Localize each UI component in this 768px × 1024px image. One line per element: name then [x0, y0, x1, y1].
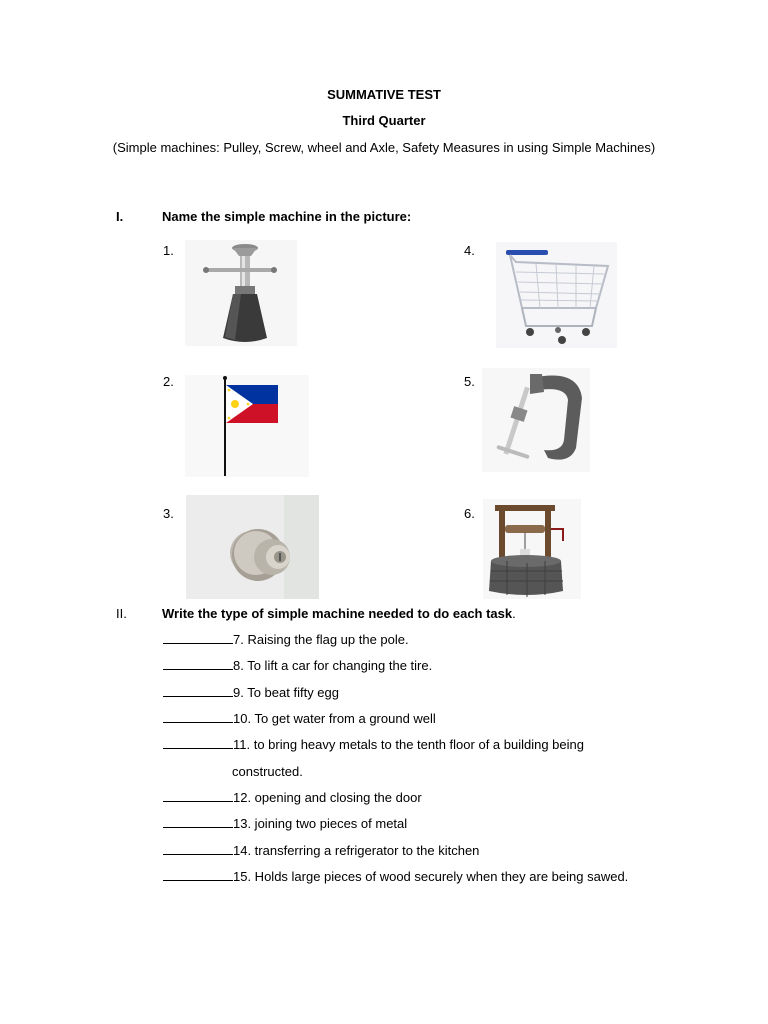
- task-text-10: 10. To get water from a ground well: [233, 711, 436, 726]
- shopping-cart-icon: [496, 242, 617, 348]
- answer-blank-10[interactable]: [163, 711, 233, 723]
- section-2-heading: Write the type of simple machine needed to do each task: [162, 606, 513, 621]
- task-text-7: 7. Raising the flag up the pole.: [233, 632, 409, 647]
- task-text-12: 12. opening and closing the door: [233, 790, 422, 805]
- item-number-1: 1.: [163, 243, 174, 258]
- test-title: SUMMATIVE TEST: [327, 87, 441, 102]
- item-number-6: 6.: [464, 506, 475, 521]
- task-text-11: 11. to bring heavy metals to the tenth floor of a building being: [233, 737, 584, 752]
- task-text-15: 15. Holds large pieces of wood securely when they are being sawed.: [233, 869, 629, 884]
- task-text-8: 8. To lift a car for changing the tire.: [233, 658, 433, 673]
- answer-blank-13[interactable]: [163, 816, 233, 828]
- task-item-13: [163, 816, 407, 831]
- task-item-8: [163, 658, 432, 673]
- item-number-4: 4.: [464, 243, 475, 258]
- task-11-continuation: constructed.: [232, 764, 303, 779]
- task-item-9: [163, 685, 339, 700]
- test-description: (Simple machines: Pulley, Screw, wheel and Axle, Safety Measures in using Simple Machines): [112, 140, 656, 155]
- c-clamp-icon: [482, 368, 590, 472]
- answer-blank-12[interactable]: [163, 790, 233, 802]
- door-knob-icon: [186, 495, 319, 599]
- task-text-13: 13. joining two pieces of metal: [233, 816, 408, 831]
- section-1-heading: Name the simple machine in the picture:: [162, 209, 412, 224]
- philippine-flag-icon: [185, 375, 309, 477]
- answer-blank-11[interactable]: [163, 737, 233, 749]
- task-text-9: 9. To beat fifty egg: [233, 685, 339, 700]
- task-item-11: [163, 737, 584, 752]
- task-item-10: [163, 711, 436, 726]
- task-text-14: 14. transferring a refrigerator to the kitchen: [233, 843, 480, 858]
- answer-blank-9[interactable]: [163, 685, 233, 697]
- section-1-number: I.: [116, 209, 124, 224]
- task-item-14: [163, 843, 479, 858]
- item-number-2: 2.: [163, 374, 174, 389]
- item-number-3: 3.: [163, 506, 174, 521]
- test-subtitle: Third Quarter: [342, 113, 426, 128]
- water-well-icon: [483, 499, 581, 599]
- bottle-jack-icon: [185, 240, 297, 346]
- section-2-heading-period: .: [512, 606, 516, 621]
- answer-blank-15[interactable]: [163, 869, 233, 881]
- task-item-12: [163, 790, 422, 805]
- section-2-number: II.: [116, 606, 127, 621]
- answer-blank-8[interactable]: [163, 658, 233, 670]
- task-item-7: [163, 632, 409, 647]
- section-2-heading-line: [162, 606, 516, 621]
- answer-blank-14[interactable]: [163, 843, 233, 855]
- item-number-5: 5.: [464, 374, 475, 389]
- task-item-15: [163, 869, 628, 884]
- answer-blank-7[interactable]: [163, 632, 233, 644]
